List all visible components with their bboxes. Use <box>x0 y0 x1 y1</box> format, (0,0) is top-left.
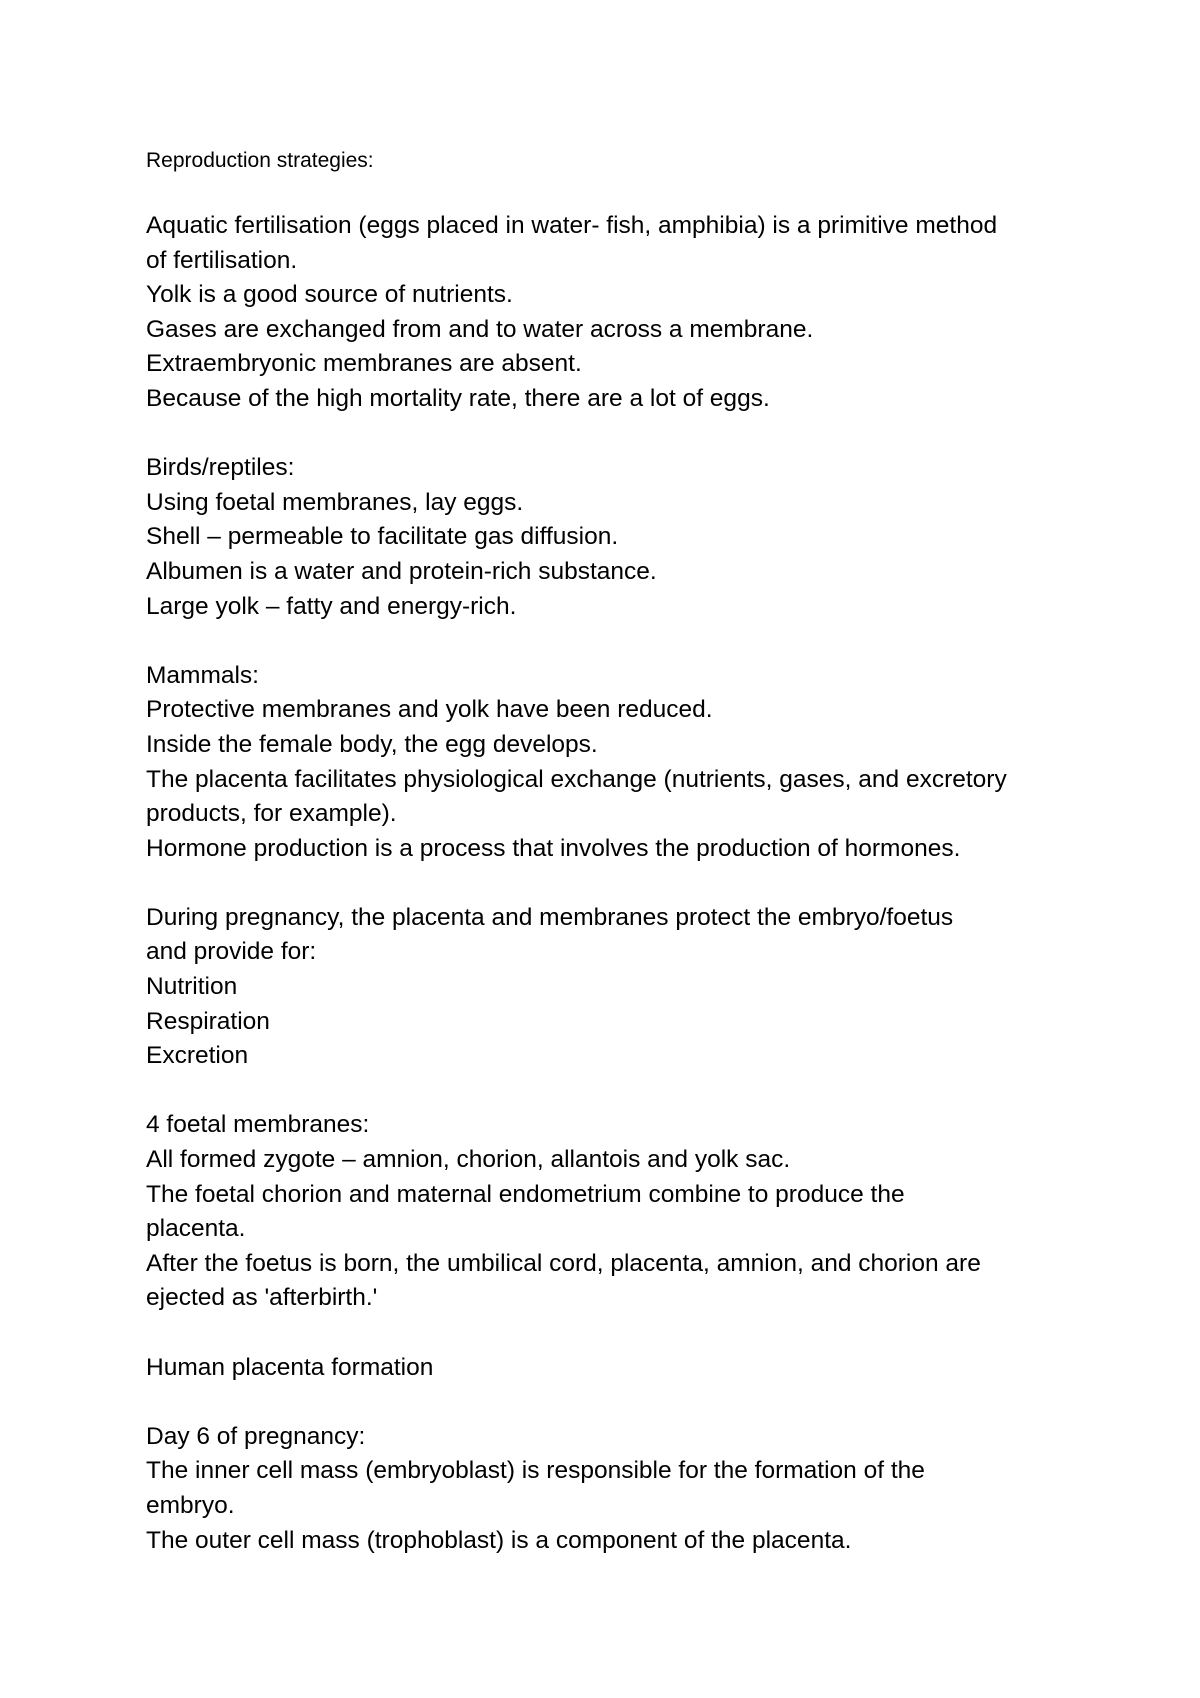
paragraph-gap <box>146 866 1076 901</box>
paragraph <box>146 1351 1076 1386</box>
text-line: The placenta facilitates physiological exchange (nutrients, gases, and excretory <box>146 765 1007 793</box>
text-line: products, for example). <box>146 800 397 828</box>
text-line: embryo. <box>146 1491 235 1519</box>
text-line: 4 foetal membranes: <box>146 1111 370 1139</box>
text-line: Large yolk – fatty and energy-rich. <box>146 592 517 620</box>
paragraph-gap <box>146 1074 1076 1109</box>
text-line: Birds/reptiles: <box>146 454 295 482</box>
text-line: Albumen is a water and protein-rich substance. <box>146 557 657 585</box>
paragraph-gap <box>146 624 1076 659</box>
text-line: Mammals: <box>146 661 259 689</box>
text-line: and provide for: <box>146 938 317 966</box>
paragraph-gap <box>146 1316 1076 1351</box>
text-line: Because of the high mortality rate, there are a lot of eggs. <box>146 384 770 412</box>
text-line: The foetal chorion and maternal endometrium combine to produce the <box>146 1180 905 1208</box>
paragraph <box>146 1420 1076 1558</box>
paragraph <box>146 901 1076 1074</box>
text-line: Extraembryonic membranes are absent. <box>146 350 582 378</box>
document-heading: Reproduction strategies: <box>146 149 374 172</box>
text-line: placenta. <box>146 1215 246 1243</box>
text-line: Aquatic fertilisation (eggs placed in water- fish, amphibia) is a primitive method <box>146 212 998 239</box>
text-line: Yolk is a good source of nutrients. <box>146 281 513 309</box>
text-line: of fertilisation. <box>146 246 298 274</box>
text-line: Using foetal membranes, lay eggs. <box>146 488 524 516</box>
text-line: ejected as 'afterbirth.' <box>146 1284 378 1312</box>
paragraph <box>146 451 1076 624</box>
text-line: Gases are exchanged from and to water across a membrane. <box>146 315 814 343</box>
text-line: The inner cell mass (embryoblast) is responsible for the formation of the <box>146 1457 925 1485</box>
text-line: Inside the female body, the egg develops. <box>146 730 598 758</box>
text-line: Respiration <box>146 1007 270 1035</box>
text-line: Excretion <box>146 1042 249 1070</box>
text-line: After the foetus is born, the umbilical cord, placenta, amnion, and chorion are <box>146 1249 981 1277</box>
text-line: During pregnancy, the placenta and membranes protect the embryo/foetus <box>146 903 954 931</box>
text-line: All formed zygote – amnion, chorion, allantois and yolk sac. <box>146 1146 791 1174</box>
paragraph <box>146 1108 1076 1316</box>
document-body <box>146 209 1076 1558</box>
paragraph-gap <box>146 1385 1076 1420</box>
text-line: Day 6 of pregnancy: <box>146 1422 366 1450</box>
paragraph <box>146 209 1076 417</box>
text-line: Human placenta formation <box>146 1353 434 1381</box>
text-line: The outer cell mass (trophoblast) is a component of the placenta. <box>146 1526 852 1554</box>
paragraph <box>146 659 1076 867</box>
paragraph-gap <box>146 417 1076 452</box>
text-line: Nutrition <box>146 973 238 1001</box>
text-line: Protective membranes and yolk have been reduced. <box>146 696 713 724</box>
text-line: Hormone production is a process that involves the production of hormones. <box>146 834 961 862</box>
text-line: Shell – permeable to facilitate gas diffusion. <box>146 523 619 551</box>
